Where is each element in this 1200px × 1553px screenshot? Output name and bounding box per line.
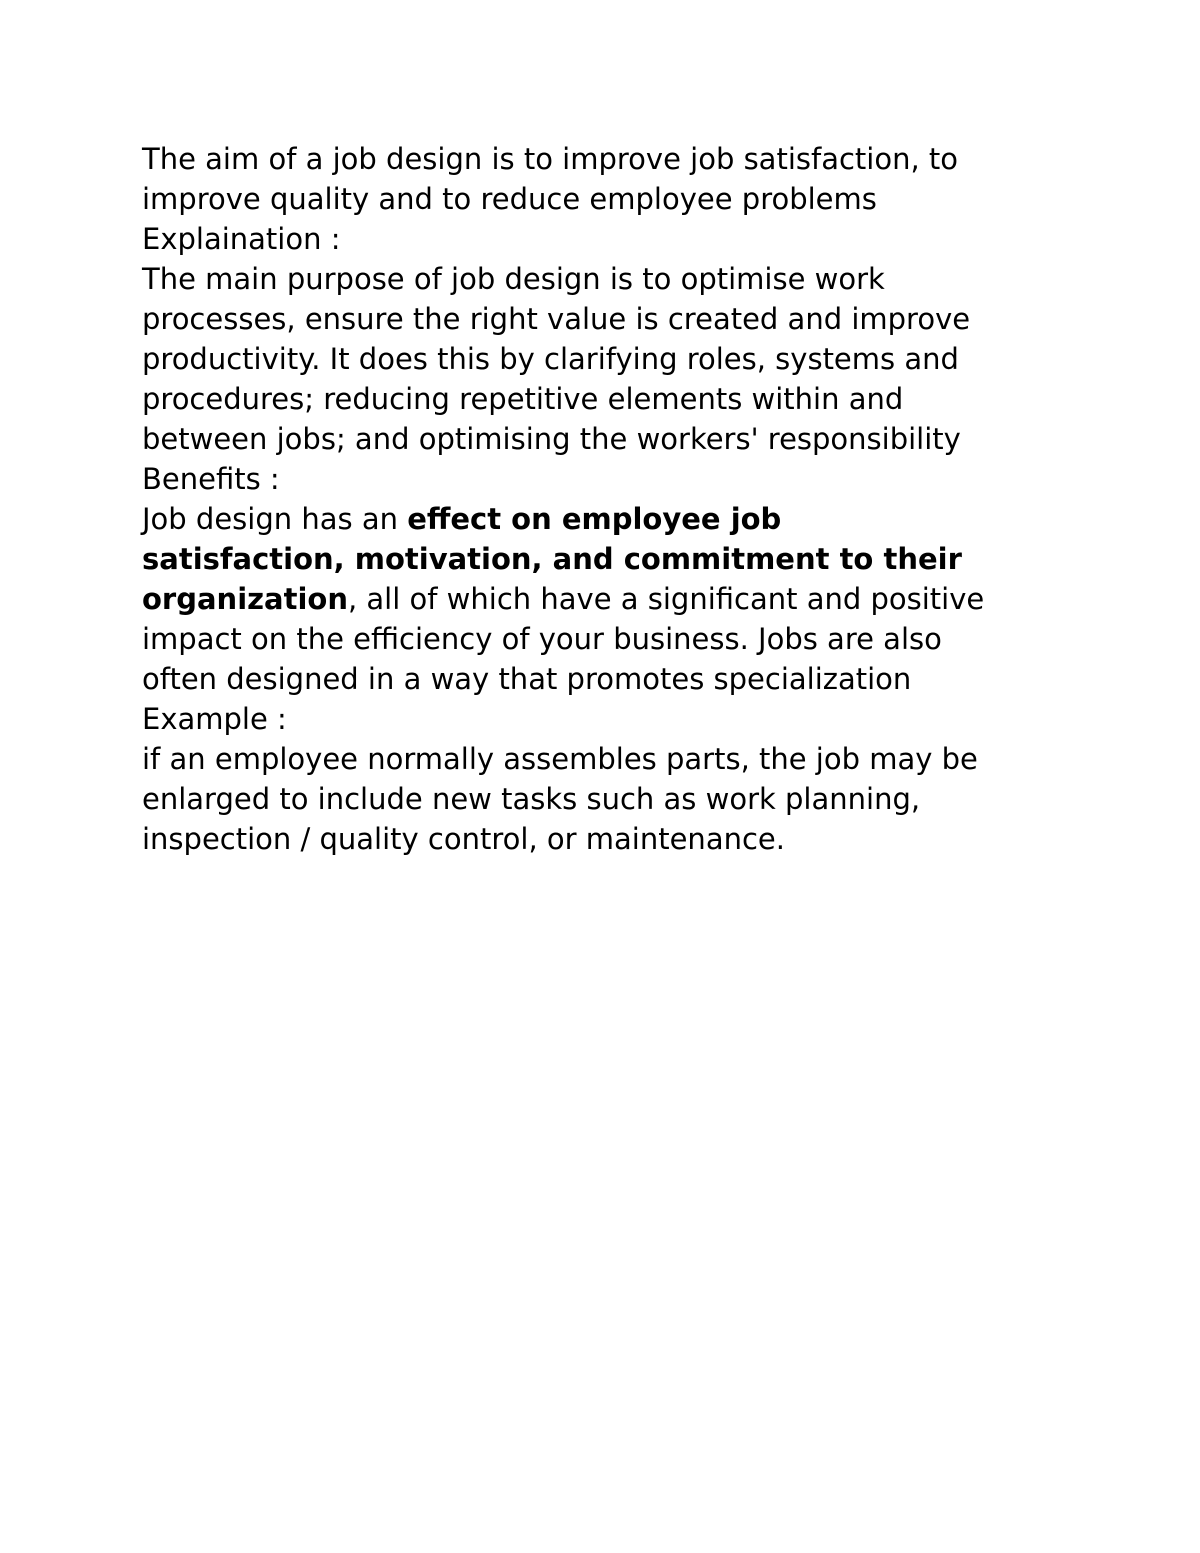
example-heading: Example :	[142, 702, 287, 736]
explanation-line: productivity. It does this by clarifying roles, systems and	[142, 342, 959, 376]
explanation-heading: Explaination :	[142, 222, 341, 256]
benefits-paragraph	[142, 499, 1072, 699]
benefits-line	[142, 579, 1072, 619]
example-paragraph	[142, 739, 1072, 859]
explanation-line: procedures; reducing repetitive elements within and	[142, 382, 904, 416]
explanation-line: The main purpose of job design is to optimise work	[142, 262, 885, 296]
benefits-heading: Benefits :	[142, 462, 280, 496]
example-line: enlarged to include new tasks such as work planning,	[142, 782, 921, 816]
example-line: inspection / quality control, or maintenance.	[142, 822, 785, 856]
benefits-text: Job design has an	[142, 502, 408, 536]
benefits-line: impact on the efficiency of your business. Jobs are also	[142, 622, 942, 656]
intro-line: improve quality and to reduce employee problems	[142, 182, 877, 216]
explanation-line: between jobs; and optimising the workers' responsibility	[142, 422, 961, 456]
benefits-text: , all of which have a significant and positive	[347, 582, 985, 616]
benefits-line: often designed in a way that promotes specialization	[142, 662, 912, 696]
intro-paragraph	[142, 139, 1072, 219]
example-line: if an employee normally assembles parts, the job may be	[142, 742, 978, 776]
explanation-paragraph	[142, 259, 1072, 459]
benefits-bold-line: satisfaction, motivation, and commitment to their	[142, 542, 962, 576]
benefits-bold-text: organization	[142, 582, 348, 616]
explanation-line: processes, ensure the right value is created and improve	[142, 302, 971, 336]
document-body	[142, 139, 1072, 859]
intro-line: The aim of a job design is to improve job satisfaction, to	[142, 142, 959, 176]
benefits-line	[142, 499, 1072, 539]
benefits-bold-text: effect on employee job	[407, 502, 782, 536]
